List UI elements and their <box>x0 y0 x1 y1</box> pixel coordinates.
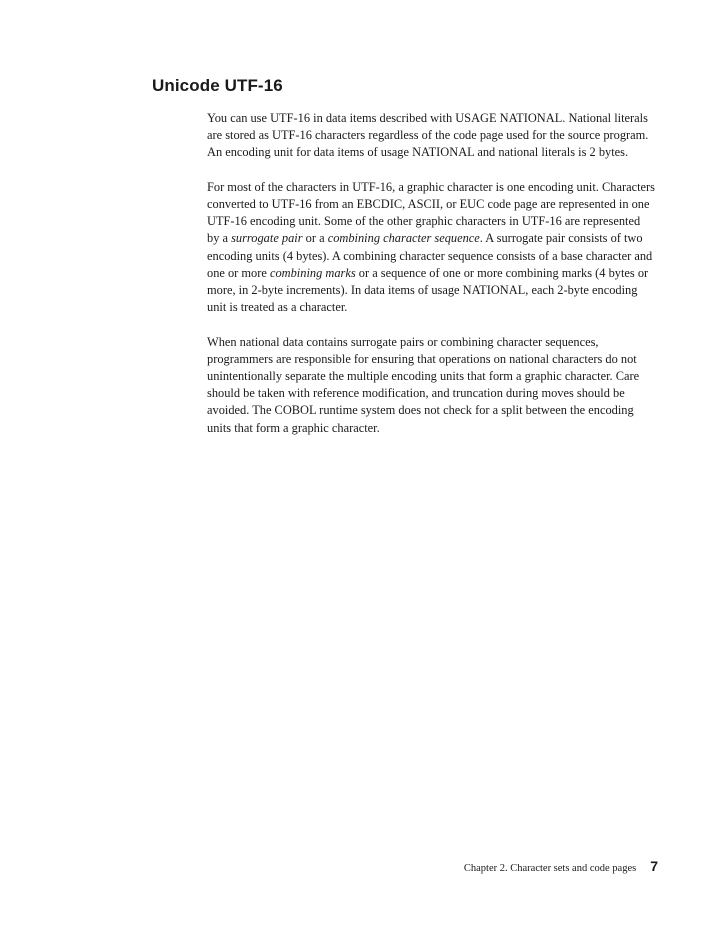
paragraph-2-text-c: . A surrogate pair consists of two encoding units (4 bytes). A combining character sequence consists of a base character and one or more <box>207 231 653 280</box>
paragraph-2-text-d: or a sequence of one or more combining marks (4 bytes or more, in 2-byte increments). In data items of usage NATIONAL, each 2-byte encoding unit is treated as a character. <box>207 265 649 315</box>
page-number: 7 <box>650 858 658 874</box>
paragraph-2-text-a: For most of the characters in UTF-16, a graphic character is one encoding unit. Characters converted to UTF-16 from an EBCDIC, ASCII, or EUC code page are represented in one UTF-16 encoding unit. Some of the other graphic characters in UTF-16 are represented by a <box>207 179 655 246</box>
footer-chapter-title: Chapter 2. Character sets and code pages <box>463 863 637 874</box>
paragraph-2-text-b: or a <box>302 231 328 246</box>
paragraph-3: When national data contains surrogate pairs or combining character sequences, programmers are responsible for ensuring that operations on national characters do not unintentionally separate the multiple encoding units that form a graphic character. Care should be taken with reference modification, and truncation during moves should be avoided. The COBOL runtime system does not check for a split between the encoding units that form a graphic character. <box>207 334 640 435</box>
page-footer <box>420 858 658 876</box>
term-combining-marks: combining marks <box>269 265 356 280</box>
term-surrogate-pair: surrogate pair <box>231 231 303 246</box>
section-heading: Unicode UTF-16 <box>152 76 283 95</box>
section-body <box>207 110 655 454</box>
paragraph-1: You can use UTF-16 in data items described with USAGE NATIONAL. National literals are stored as UTF-16 characters regardless of the code page used for the source program. An encoding unit for data items of usage NATIONAL and national literals is 2 bytes. <box>207 111 649 160</box>
term-combining-character-sequence: combining character sequence <box>327 231 480 246</box>
paragraph-2 <box>207 179 655 317</box>
